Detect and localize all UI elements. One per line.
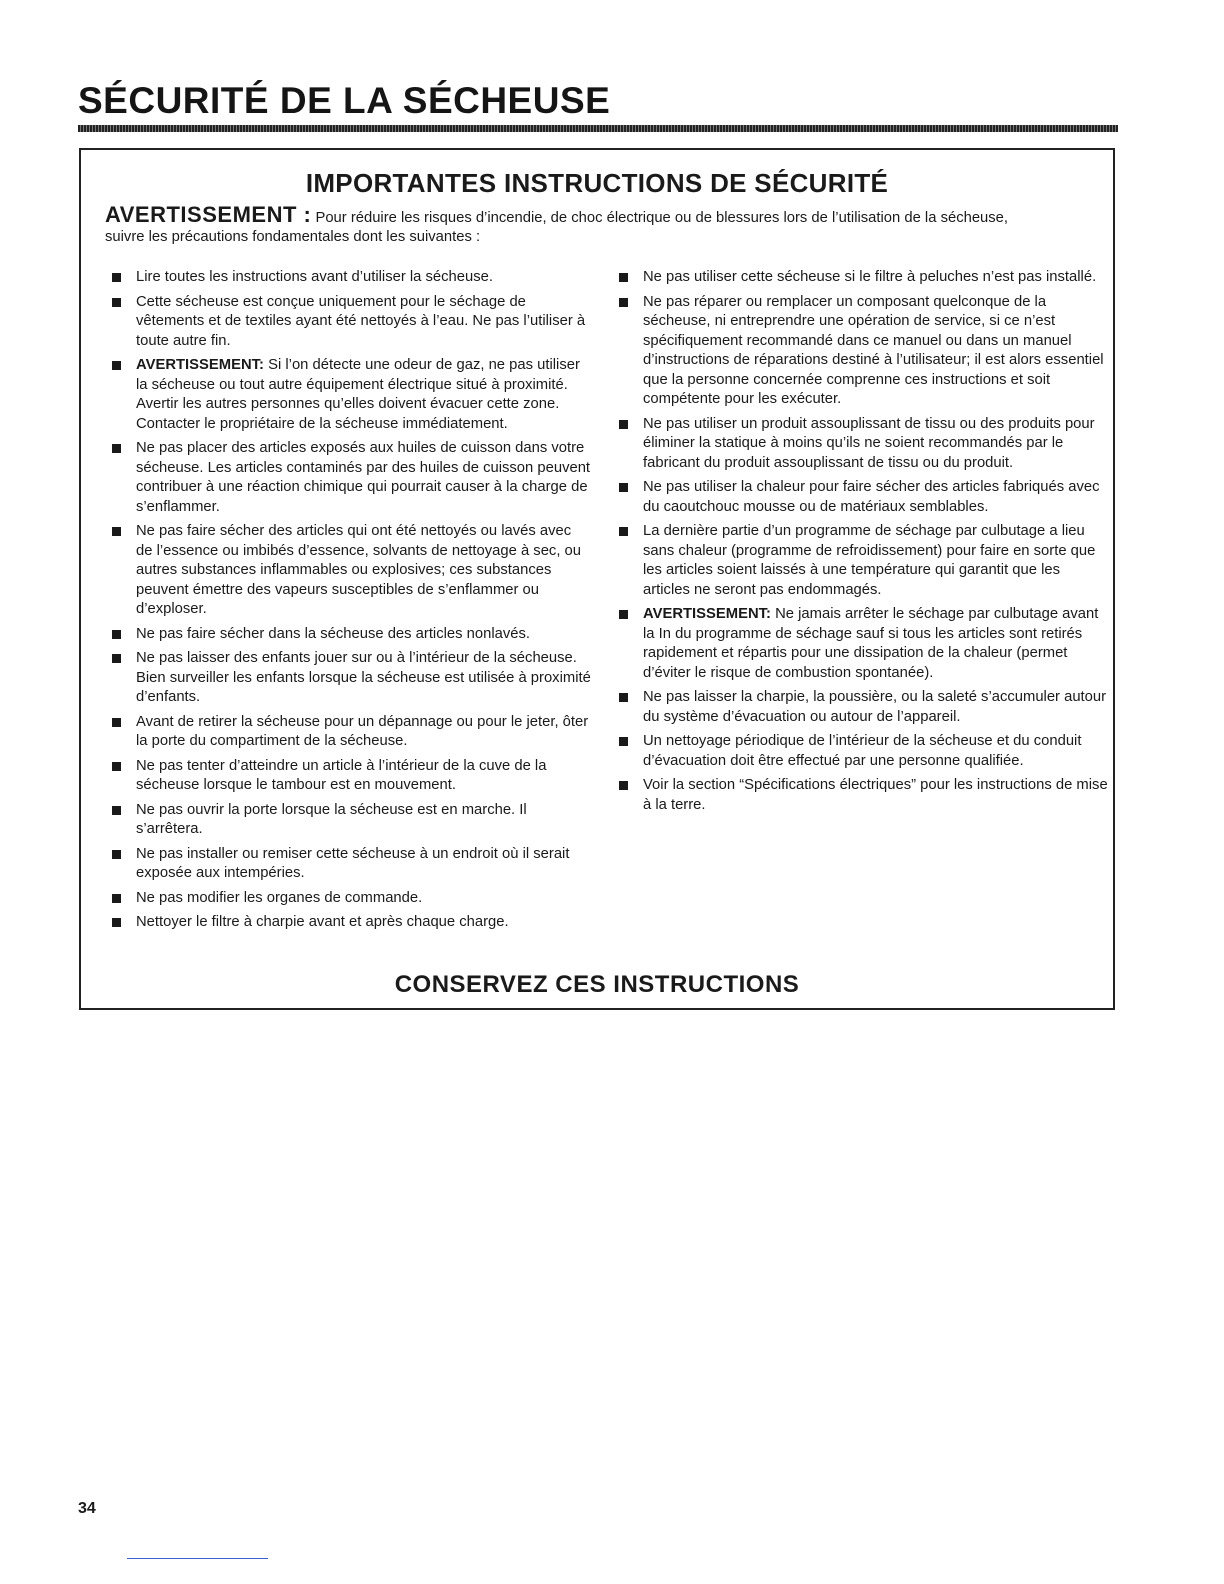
- bullet-bold-label: AVERTISSEMENT:: [643, 606, 771, 622]
- bullet-item: [618, 732, 1108, 771]
- bullet-text: Voir la section “Spécifications électriques” pour les instructions de mise à la terre.: [643, 777, 1108, 813]
- square-bullet-icon: [619, 737, 628, 746]
- square-bullet-icon: [112, 361, 121, 370]
- bullet-item: [111, 522, 591, 620]
- square-bullet-icon: [619, 483, 628, 492]
- page-number: 34: [78, 1500, 96, 1517]
- bullet-text: Ne pas laisser des enfants jouer sur ou à l’intérieur de la sécheuse. Bien surveiller les enfants lorsque la sécheuse est utilisée à proximité d’enfants.: [136, 650, 591, 705]
- bullet-text: Ne pas faire sécher dans la sécheuse des articles nonlavés.: [136, 625, 530, 642]
- safety-instructions-box: [79, 148, 1115, 1010]
- bullet-text: Ne pas faire sécher des articles qui ont été nettoyés ou lavés avec de l’essence ou imbibés d’essence, solvants de nettoyage à sec, ou autres substances inflammables ou explosives; ces substances peuvent émettre des vapeurs susceptibles de s’enflammer ou d’exploser.: [136, 523, 582, 617]
- bullet-text: Si l’on détecte une odeur de gaz, ne pas utiliser la sécheuse ou tout autre équipement électrique situé à proximité. Avertir les autres personnes qu’elles doivent évacuer cette zone. Contacter le propriétaire de la sécheuse immédiatement.: [136, 357, 580, 432]
- save-instructions-footer: CONSERVEZ CES INSTRUCTIONS: [394, 971, 800, 998]
- warning-intro: [105, 202, 1045, 247]
- bullet-item: [618, 605, 1108, 683]
- bullet-bold-label: AVERTISSEMENT:: [136, 357, 264, 373]
- bullet-item: [111, 649, 591, 708]
- square-bullet-icon: [619, 693, 628, 702]
- square-bullet-icon: [619, 781, 628, 790]
- bullet-item: [111, 439, 591, 517]
- bullet-text: La dernière partie d’un programme de séchage par culbutage a lieu sans chaleur (programme de refroidissement) pour faire en sorte que les articles soient laissés à une température qui garantit que les articles ne seront pas endommagés.: [643, 523, 1096, 598]
- bullet-item: [111, 889, 591, 909]
- square-bullet-icon: [112, 527, 121, 536]
- bullet-text: Un nettoyage périodique de l’intérieur de la sécheuse et du conduit d’évacuation doit être effectué par une personne qualifiée.: [643, 733, 1082, 769]
- bullet-text: Ne pas placer des articles exposés aux huiles de cuisson dans votre sécheuse. Les articles contaminés par des huiles de cuisson peuvent contribuer à une réaction chimique qui pourrait causer à la charge de s’enflammer.: [136, 440, 591, 515]
- square-bullet-icon: [112, 894, 121, 903]
- bullet-text: Ne pas utiliser la chaleur pour faire sécher des articles fabriqués avec du caoutchouc mousse ou de matériaux semblables.: [643, 479, 1100, 515]
- bullet-item: [111, 713, 591, 752]
- square-bullet-icon: [112, 806, 121, 815]
- bullet-item: [618, 478, 1108, 517]
- square-bullet-icon: [112, 850, 121, 859]
- bullet-item: [111, 356, 591, 434]
- warning-label: AVERTISSEMENT :: [105, 202, 312, 227]
- square-bullet-icon: [112, 630, 121, 639]
- square-bullet-icon: [112, 273, 121, 282]
- square-bullet-icon: [619, 420, 628, 429]
- bullet-item: [618, 268, 1108, 288]
- bullet-item: [618, 776, 1108, 815]
- bullet-text: Ne pas modifier les organes de commande.: [136, 889, 423, 906]
- bullet-text: Ne pas ouvrir la porte lorsque la sécheuse est en marche. Il s’arrêtera.: [136, 801, 527, 837]
- bullet-item: [618, 522, 1108, 600]
- bullet-text: Lire toutes les instructions avant d’utiliser la sécheuse.: [136, 269, 493, 285]
- square-bullet-icon: [112, 718, 121, 727]
- bullet-item: [111, 625, 591, 645]
- bullet-item: [111, 845, 591, 884]
- left-bullet-list: [111, 268, 591, 938]
- square-bullet-icon: [619, 527, 628, 536]
- square-bullet-icon: [112, 762, 121, 771]
- square-bullet-icon: [112, 918, 121, 927]
- bullet-text: Ne pas laisser la charpie, la poussière, ou la saleté s’accumuler autour du système d’évacuation ou autour de l’appareil.: [643, 689, 1107, 725]
- square-bullet-icon: [619, 610, 628, 619]
- page-title: SÉCURITÉ DE LA SÉCHEUSE: [78, 80, 611, 121]
- bullet-text: Nettoyer le filtre à charpie avant et après chaque charge.: [136, 914, 509, 930]
- bullet-text: Ne jamais arrêter le séchage par culbutage avant la In du programme de séchage sauf si tous les articles sont retirés rapidement et répartis pour une dissipation de la chaleur (permet d’éviter le risque de combustion spontanée).: [643, 606, 1099, 681]
- square-bullet-icon: [619, 298, 628, 307]
- bullet-item: [111, 293, 591, 352]
- right-bullet-list: [618, 268, 1108, 820]
- bullet-text: Ne pas réparer ou remplacer un composant quelconque de la sécheuse, ni entreprendre une opération de service, si ce n’est spécifiquement recommandé dans ce manuel ou dans un manuel d’instructions de réparations destiné à l’utilisateur; il est alors essentiel que la personne concernée comprenne ces instructions et soit compétente pour les exécuter.: [643, 293, 1104, 407]
- bullet-text: Ne pas utiliser un produit assouplissant de tissu ou des produits pour éliminer la statique à moins qu’ils ne soient recommandés par le fabricant du produit assouplissant de tissu ou du produit.: [643, 415, 1095, 471]
- bullet-item: [111, 757, 591, 796]
- bullet-text: Cette sécheuse est conçue uniquement pour le séchage de vêtements et de textiles ayant été nettoyés à l’eau. Ne pas l’utiliser à toute autre fin.: [136, 293, 586, 349]
- square-bullet-icon: [619, 273, 628, 282]
- bullet-item: [618, 293, 1108, 410]
- bullet-item: [111, 913, 591, 933]
- square-bullet-icon: [112, 654, 121, 663]
- square-bullet-icon: [112, 444, 121, 453]
- bullet-item: [111, 268, 591, 288]
- square-bullet-icon: [112, 298, 121, 307]
- bullet-text: Avant de retirer la sécheuse pour un dépannage ou pour le jeter, ôter la porte du compartiment de la sécheuse.: [136, 713, 589, 749]
- bullet-text: Ne pas utiliser cette sécheuse si le filtre à peluches n’est pas installé.: [643, 269, 1097, 285]
- bullet-item: [111, 801, 591, 840]
- bullet-item: [618, 688, 1108, 727]
- bullet-text: Ne pas installer ou remiser cette sécheuse à un endroit où il serait exposée aux intempéries.: [136, 845, 570, 881]
- bullet-item: [618, 415, 1108, 474]
- bullet-text: Ne pas tenter d’atteindre un article à l’intérieur de la cuve de la sécheuse lorsque le tambour est en mouvement.: [136, 757, 547, 793]
- footer-link-underline: [127, 1558, 268, 1559]
- warning-text: Pour réduire les risques d’incendie, de choc électrique ou de blessures lors de l’utilisation de la sécheuse, suivre les précautions fondamentales dont les suivantes :: [105, 210, 1009, 245]
- title-underline-rule: [78, 125, 1118, 132]
- box-heading: IMPORTANTES INSTRUCTIONS DE SÉCURITÉ: [305, 168, 889, 198]
